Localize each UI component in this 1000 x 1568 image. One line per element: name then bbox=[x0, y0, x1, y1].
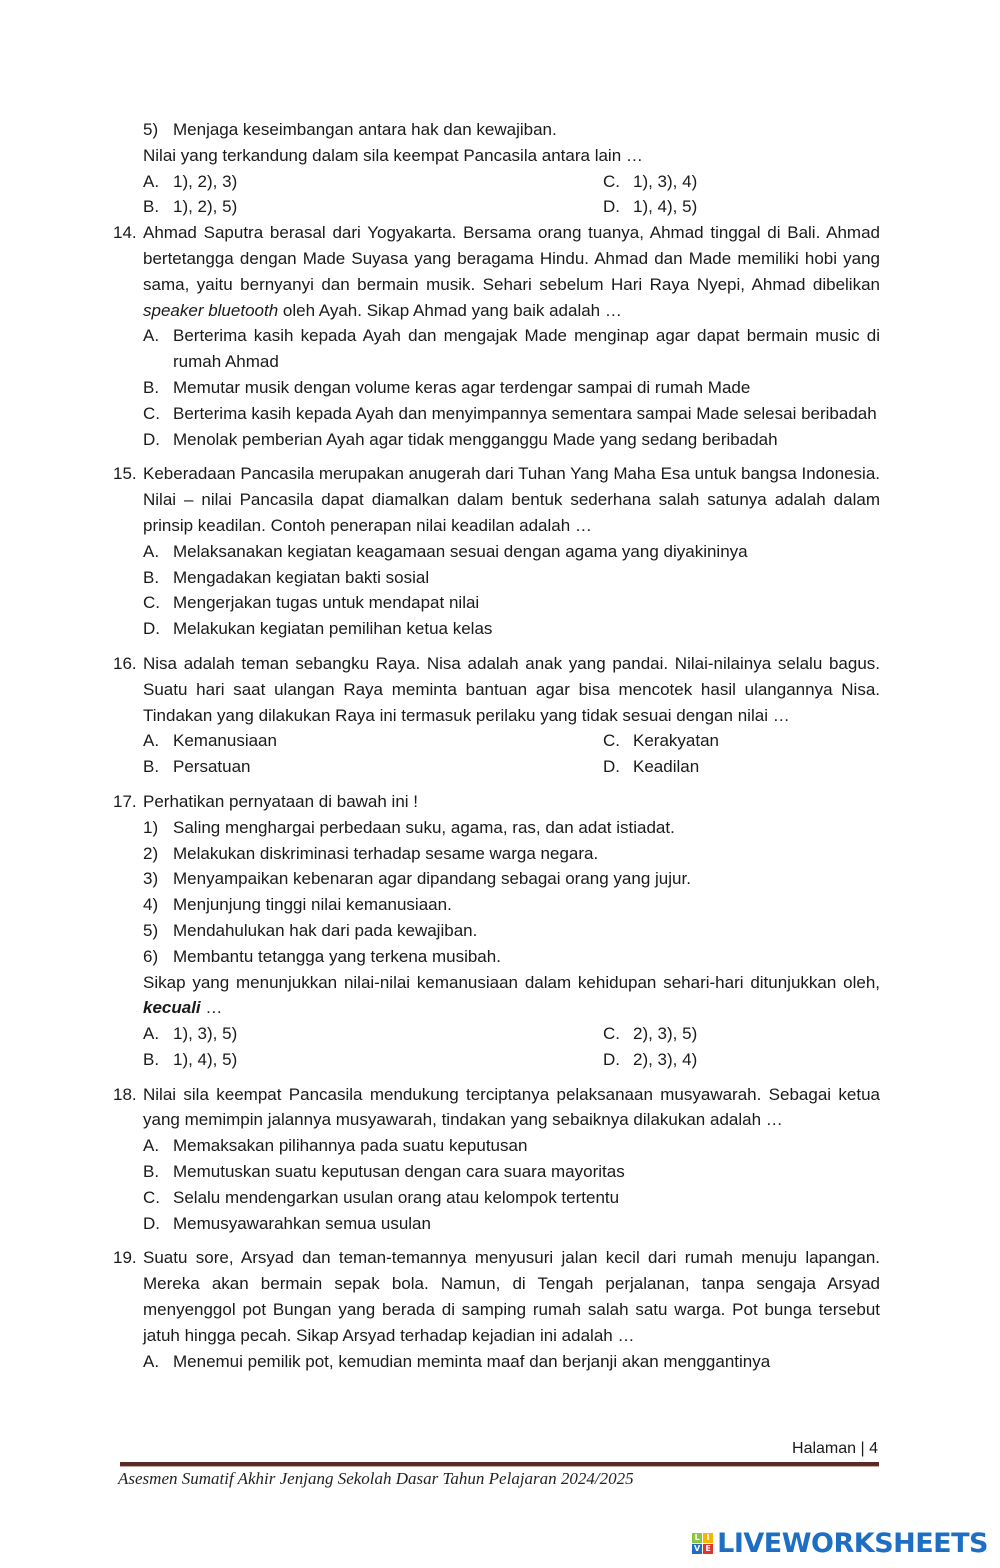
logo-tile: L bbox=[692, 1533, 702, 1543]
page-number: Halaman | 4 bbox=[792, 1440, 878, 1457]
item-label: 5) bbox=[143, 920, 159, 940]
option-label: B. bbox=[143, 1162, 160, 1182]
stem-segment: … bbox=[200, 998, 223, 1018]
answer-option bbox=[603, 754, 880, 780]
question-body bbox=[143, 789, 880, 1073]
question-stem bbox=[143, 970, 880, 1022]
option-label: B. bbox=[143, 1049, 160, 1069]
question bbox=[113, 789, 880, 1073]
stem-segment: Suatu sore, Arsyad dan teman-temannya menyusuri jalan kecil dari rumah menuju lapangan. Mereka akan bermain sepak bola. Namun, di Tengah perjalanan, tanpa sengaja Arsyad menyenggol pot Bungan yang berada di samping rumah salah satu warga. Pot bunga tersebut jatuh hingga pecah. Sikap Arsyad terhadap kejadian ini adalah … bbox=[143, 1248, 880, 1345]
answer-option bbox=[143, 375, 880, 401]
item-label: 2) bbox=[143, 843, 159, 863]
option-label: C. bbox=[603, 731, 620, 751]
question-stem bbox=[143, 789, 880, 815]
option-label: A. bbox=[143, 731, 160, 751]
option-label: B. bbox=[143, 757, 160, 777]
options-grid bbox=[113, 169, 880, 221]
option-label: C. bbox=[143, 1187, 160, 1207]
answer-option bbox=[603, 194, 880, 220]
item-label: 5) bbox=[143, 120, 159, 139]
question-number: 19. bbox=[113, 1248, 137, 1268]
liveworksheets-logo bbox=[692, 1528, 988, 1559]
answer-option bbox=[143, 616, 880, 642]
stem-segment: Nisa adalah teman sebangku Raya. Nisa adalah anak yang pandai. Nilai-nilainya selalu bagus. Suatu hari saat ulangan Raya meminta bantuan agar bisa mencotek hasil ulangannya Nisa. Tindakan yang dilakukan Raya ini termasuk perilaku yang tidak sesuai dengan nilai … bbox=[143, 653, 880, 725]
answer-option bbox=[143, 194, 603, 220]
logo-text: LIVEWORKSHEETS bbox=[717, 1528, 988, 1559]
question-number: 18. bbox=[113, 1084, 137, 1104]
item-text: Menyampaikan kebenaran agar dipandang sebagai orang yang jujur. bbox=[173, 869, 691, 889]
question-stem bbox=[143, 220, 880, 323]
stem-segment: speaker bluetooth bbox=[143, 300, 279, 320]
option-label: D. bbox=[143, 429, 160, 449]
option-label: A. bbox=[143, 541, 160, 561]
question-number: 14. bbox=[113, 223, 137, 243]
list-item bbox=[143, 892, 880, 918]
answer-option bbox=[143, 728, 603, 754]
answer-option bbox=[603, 728, 880, 754]
question bbox=[113, 651, 880, 780]
question-body bbox=[143, 651, 880, 780]
option-label: C. bbox=[603, 171, 620, 191]
option-label: D. bbox=[143, 619, 160, 639]
option-label: C. bbox=[603, 1024, 620, 1044]
logo-icon bbox=[692, 1533, 713, 1554]
option-text: Persatuan bbox=[173, 757, 251, 777]
list-item bbox=[143, 841, 880, 867]
statement-list bbox=[143, 815, 880, 970]
stem-segment: Perhatikan pernyataan di bawah ini ! bbox=[143, 791, 419, 811]
question-body bbox=[143, 1245, 880, 1374]
option-text: Menolak pemberian Ayah agar tidak mengganggu Made yang sedang beribadah bbox=[173, 429, 778, 449]
question bbox=[113, 461, 880, 642]
option-text: Mengadakan kegiatan bakti sosial bbox=[173, 567, 430, 587]
options bbox=[143, 728, 880, 780]
option-text: 1), 3), 5) bbox=[173, 1024, 238, 1044]
answer-option bbox=[143, 1021, 603, 1047]
option-text: Kerakyatan bbox=[633, 731, 719, 751]
item-text: Melakukan diskriminasi terhadap sesame warga negara. bbox=[173, 843, 599, 863]
options bbox=[143, 1021, 880, 1073]
option-label: C. bbox=[143, 403, 160, 423]
stem-segment: Sikap yang menunjukkan nilai-nilai kemanusiaan dalam kehidupan sehari-hari ditunjukkan oleh, bbox=[143, 972, 880, 992]
option-text: Selalu mendengarkan usulan orang atau kelompok tertentu bbox=[173, 1187, 620, 1207]
question bbox=[113, 220, 880, 452]
option-label: A. bbox=[143, 171, 160, 191]
item-text: Saling menghargai perbedaan suku, agama, ras, dan adat istiadat. bbox=[173, 817, 675, 837]
answer-option bbox=[143, 1133, 880, 1159]
answer-option bbox=[143, 754, 603, 780]
item-text: Menjunjung tinggi nilai kemanusiaan. bbox=[173, 895, 452, 915]
question bbox=[113, 1082, 880, 1237]
option-label: B. bbox=[143, 567, 160, 587]
list-item bbox=[113, 117, 880, 143]
logo-tile: V bbox=[694, 1544, 701, 1553]
option-label: C. bbox=[143, 593, 160, 613]
option-label: D. bbox=[143, 1213, 160, 1233]
answer-option bbox=[143, 1159, 880, 1185]
options bbox=[143, 539, 880, 642]
option-text: Memutuskan suatu keputusan dengan cara suara mayoritas bbox=[173, 1162, 625, 1182]
option-text: 1), 4), 5) bbox=[633, 197, 698, 217]
answer-option bbox=[143, 1349, 880, 1375]
answer-option bbox=[143, 323, 880, 375]
answer-option bbox=[143, 565, 880, 591]
question-stem bbox=[143, 651, 880, 728]
answer-option bbox=[143, 427, 880, 453]
option-text: 1), 4), 5) bbox=[173, 1049, 238, 1069]
list-item bbox=[143, 944, 880, 970]
option-text: Melakukan kegiatan pemilihan ketua kelas bbox=[173, 619, 493, 639]
stem-segment: Nilai sila keempat Pancasila mendukung terciptanya pelaksanaan musyawarah. Sebagai ketua yang memimpin jalannya musyawarah, tindakan yang sebaiknya dilakukan adalah … bbox=[143, 1084, 880, 1130]
list-item bbox=[143, 866, 880, 892]
question-stem bbox=[143, 1245, 880, 1348]
option-text: Memutar musik dengan volume keras agar terdengar sampai di rumah Made bbox=[173, 377, 751, 397]
item-text: Mendahulukan hak dari pada kewajiban. bbox=[173, 920, 478, 940]
question-body bbox=[143, 220, 880, 452]
question-body bbox=[143, 461, 880, 642]
answer-option bbox=[143, 401, 880, 427]
option-text: Berterima kasih kepada Ayah dan mengajak Made menginap agar dapat bermain music di rumah Ahmad bbox=[173, 326, 880, 372]
content bbox=[113, 117, 880, 1374]
question-number: 15. bbox=[113, 464, 137, 484]
option-text: 1), 3), 4) bbox=[633, 171, 698, 191]
question-body bbox=[143, 1082, 880, 1237]
question-line: Nilai yang terkandung dalam sila keempat Pancasila antara lain … bbox=[143, 145, 643, 165]
option-text: 1), 2), 5) bbox=[173, 197, 238, 217]
answer-option bbox=[143, 1185, 880, 1211]
answer-option bbox=[143, 1211, 880, 1237]
option-label: A. bbox=[143, 1136, 160, 1156]
item-label: 3) bbox=[143, 869, 159, 889]
option-text: Berterima kasih kepada Ayah dan menyimpannya sementara sampai Made selesai beribadah bbox=[173, 403, 877, 423]
item-label: 6) bbox=[143, 946, 159, 966]
option-text: Menemui pemilik pot, kemudian meminta maaf dan berjanji akan menggantinya bbox=[173, 1351, 771, 1371]
item-label: 1) bbox=[143, 817, 159, 837]
option-label: D. bbox=[603, 197, 620, 217]
option-text: Kemanusiaan bbox=[173, 731, 277, 751]
footer-divider bbox=[120, 1462, 879, 1467]
option-label: A. bbox=[143, 1351, 160, 1371]
option-text: 1), 2), 3) bbox=[173, 171, 238, 191]
item-text: Menjaga keseimbangan antara hak dan kewajiban. bbox=[173, 120, 557, 139]
answer-option bbox=[143, 539, 880, 565]
options bbox=[143, 323, 880, 452]
option-text: Memaksakan pilihannya pada suatu keputusan bbox=[173, 1136, 528, 1156]
option-text: Mengerjakan tugas untuk mendapat nilai bbox=[173, 593, 480, 613]
question-stem bbox=[143, 461, 880, 538]
option-label: B. bbox=[143, 197, 160, 217]
option-label: A. bbox=[143, 1024, 160, 1044]
option-label: D. bbox=[603, 757, 620, 777]
option-text: 2), 3), 4) bbox=[633, 1049, 698, 1069]
option-label: B. bbox=[143, 377, 160, 397]
answer-option bbox=[603, 1047, 880, 1073]
logo-tile: E bbox=[703, 1544, 713, 1554]
option-text: Memusyawarahkan semua usulan bbox=[173, 1213, 431, 1233]
option-text: Keadilan bbox=[633, 757, 700, 777]
option-text: 2), 3), 5) bbox=[633, 1024, 698, 1044]
stem-segment: oleh Ayah. Sikap Ahmad yang baik adalah … bbox=[278, 300, 622, 320]
logo-tile: I bbox=[703, 1533, 713, 1543]
footer-title: Asesmen Sumatif Akhir Jenjang Sekolah Dasar Tahun Pelajaran 2024/2025 bbox=[118, 1469, 634, 1488]
list-item bbox=[143, 918, 880, 944]
stem-segment: Keberadaan Pancasila merupakan anugerah dari Tuhan Yang Maha Esa untuk bangsa Indonesia. Nilai – nilai Pancasila dapat diamalkan dalam bentuk sederhana salah satunya adalah dalam prinsip keadilan. Contoh penerapan nilai keadilan adalah … bbox=[143, 464, 880, 535]
options bbox=[143, 1133, 880, 1236]
stem-segment: Ahmad Saputra berasal dari Yogyakarta. Bersama orang tuanya, Ahmad tinggal di Bali. Ahmad bertetangga dengan Made Suyasa yang beragama Hindu. Ahmad dan Made memiliki hobi yang sama, yaitu bernyanyi dan bermain musik. Sehari sebelum Hari Raya Nyepi, Ahmad dibelikan bbox=[143, 223, 880, 294]
question bbox=[113, 1245, 880, 1374]
answer-option bbox=[143, 169, 603, 195]
question-number: 17. bbox=[113, 791, 137, 811]
answer-option bbox=[143, 1047, 603, 1073]
stem-segment: kecuali bbox=[143, 998, 201, 1018]
list-item bbox=[143, 815, 880, 841]
answer-option bbox=[603, 1021, 880, 1047]
answer-option bbox=[143, 590, 880, 616]
option-label: A. bbox=[143, 326, 160, 346]
item-label: 4) bbox=[143, 895, 159, 915]
options bbox=[143, 1349, 880, 1375]
item-text: Membantu tetangga yang terkena musibah. bbox=[173, 946, 501, 966]
question-stem bbox=[143, 1082, 880, 1134]
option-label: D. bbox=[603, 1049, 620, 1069]
answer-option bbox=[603, 169, 880, 195]
option-text: Melaksanakan kegiatan keagamaan sesuai dengan agama yang diyakininya bbox=[173, 541, 748, 561]
question-number: 16. bbox=[113, 653, 137, 673]
